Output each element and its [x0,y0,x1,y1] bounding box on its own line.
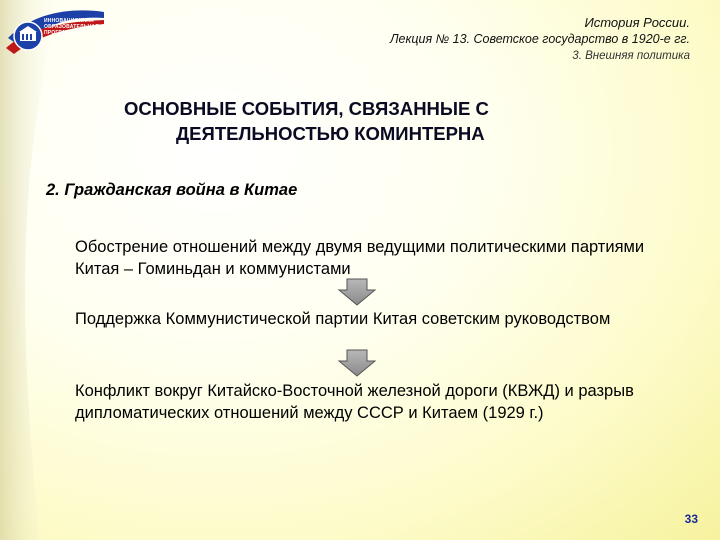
lecture-header [390,14,690,65]
slide-subtitle: 2. Гражданская война в Китае [46,181,298,199]
lecture-title: Лекция № 13. Советское государство в 1920-е гг. [389,32,690,46]
down-arrow-icon [337,349,377,377]
university-logo [6,8,106,56]
event-item: Обострение отношений между двумя ведущими политическими партиями Китая – Гоминьдан и коммунистами [75,238,645,278]
event-item: Конфликт вокруг Китайско-Восточной железной дороги (КВЖД) и разрыв дипломатических отношений между СССР и Китаем (1929 г.) [75,382,634,422]
slide-title [124,96,594,146]
slide-title-line: ДЕЯТЕЛЬНОСТЬЮ КОМИНТЕРНА [176,123,485,144]
course-title: История России. [584,15,690,30]
slide-title-line: ОСНОВНЫЕ СОБЫТИЯ, СВЯЗАННЫЕ С [124,98,489,119]
logo-line: ИННОВАЦИОННАЯ [44,18,94,24]
event-item: Поддержка Коммунистической партии Китая советским руководством [75,310,611,328]
logo-line: ПРОГРАММА [44,30,78,36]
logo-line: ОБРАЗОВАТЕЛЬНАЯ [44,24,99,30]
page-number: 33 [684,512,698,526]
section-title: 3. Внешняя политика [572,50,690,62]
down-arrow-icon [337,278,377,306]
